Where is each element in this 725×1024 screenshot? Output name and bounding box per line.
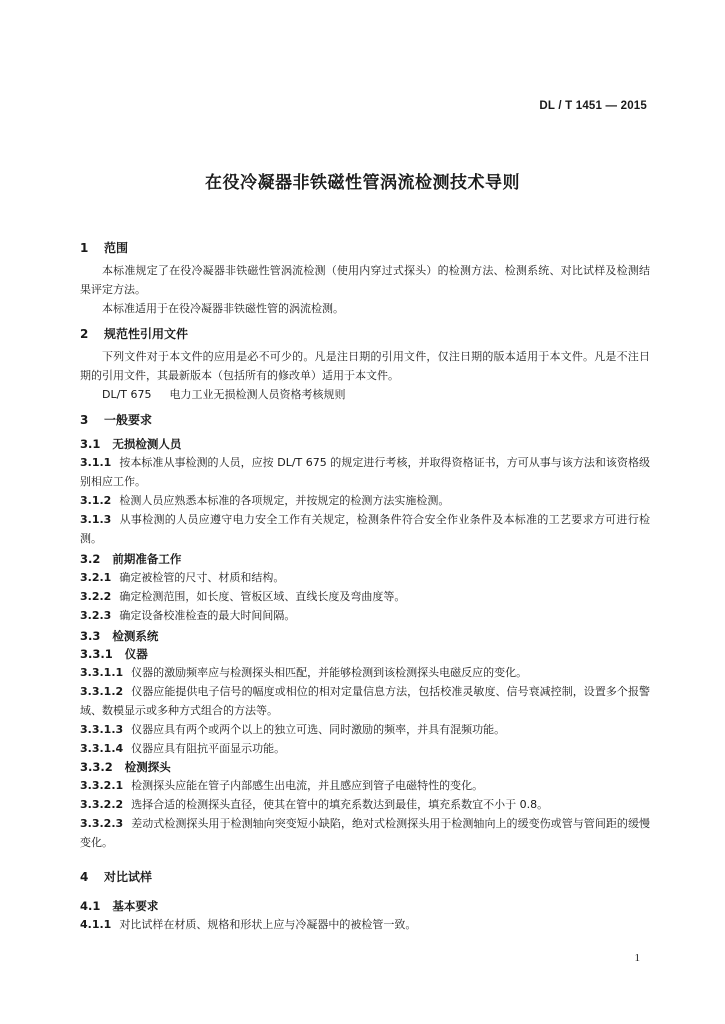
subsubsection-number: 3.3.1 bbox=[80, 647, 113, 661]
subsection-number: 3.3 bbox=[80, 629, 101, 643]
clause-number: 3.3.1.2 bbox=[80, 685, 124, 698]
clause-number: 3.3.2.3 bbox=[80, 817, 124, 830]
clause-number: 3.2.2 bbox=[80, 590, 112, 603]
clause bbox=[80, 682, 650, 720]
reference-code: DL/T 675 bbox=[102, 388, 152, 401]
subsection-title: 基本要求 bbox=[112, 899, 159, 913]
subsection-heading bbox=[80, 435, 650, 453]
subsection-heading bbox=[80, 897, 650, 915]
section-heading-4 bbox=[80, 868, 650, 886]
subsection-heading bbox=[80, 550, 650, 568]
reference-title: 电力工业无损检测人员资格考核规则 bbox=[169, 388, 346, 401]
clause-text: 对比试样在材质、规格和形状上应与冷凝器中的被检管一致。 bbox=[119, 918, 417, 931]
subsubsection-number: 3.3.2 bbox=[80, 760, 113, 774]
document-title: 在役冷凝器非铁磁性管涡流检测技术导则 bbox=[205, 173, 520, 193]
clause-text: 仪器应具有两个或两个以上的独立可选、同时激励的频率，并具有混频功能。 bbox=[131, 723, 506, 736]
subsubsection-heading bbox=[80, 645, 650, 663]
paragraph: 下列文件对于本文件的应用是必不可少的。凡是注日期的引用文件，仅注日期的版本适用于本文件。凡是不注日期的引用文件，其最新版本（包括所有的修改单）适用于本文件。 bbox=[80, 350, 650, 382]
section-heading-3 bbox=[80, 411, 650, 429]
clause-text: 检测探头应能在管子内部感生出电流，并且感应到管子电磁特性的变化。 bbox=[131, 779, 484, 792]
clause-number: 3.3.2.1 bbox=[80, 779, 124, 792]
section-title: 对比试样 bbox=[104, 870, 153, 884]
clause-number: 3.2.3 bbox=[80, 609, 112, 622]
clause-text: 检测人员应熟悉本标准的各项规定，并按规定的检测方法实施检测。 bbox=[119, 494, 450, 507]
clause-text: 从事检测的人员应遵守电力安全工作有关规定，检测条件符合安全作业条件及本标准的工艺要求方可进行检测。 bbox=[80, 513, 650, 545]
section-number: 2 bbox=[80, 327, 89, 341]
clause-number: 3.1.1 bbox=[80, 456, 112, 469]
document-body bbox=[80, 232, 650, 934]
clause-text: 差动式检测探头用于检测轴向突变短小缺陷，绝对式检测探头用于检测轴向上的缓变伤或管与管间距的缓慢变化。 bbox=[80, 817, 650, 849]
section-number: 1 bbox=[80, 241, 89, 255]
clause bbox=[80, 606, 650, 625]
subsection-number: 3.1 bbox=[80, 437, 101, 451]
section-title: 规范性引用文件 bbox=[104, 327, 189, 341]
paragraph: 本标准规定了在役冷凝器非铁磁性管涡流检测（使用内穿过式探头）的检测方法、检测系统、对比试样及检测结果评定方法。 bbox=[80, 264, 650, 296]
subsection-title: 检测系统 bbox=[112, 629, 159, 643]
section-title: 范围 bbox=[104, 241, 129, 255]
clause bbox=[80, 510, 650, 548]
clause-number: 3.3.1.3 bbox=[80, 723, 124, 736]
clause bbox=[80, 491, 650, 510]
clause bbox=[80, 663, 650, 682]
section-heading-1 bbox=[80, 239, 650, 257]
clause-number: 3.3.2.2 bbox=[80, 798, 124, 811]
paragraph: 本标准适用于在役冷凝器非铁磁性管的涡流检测。 bbox=[102, 302, 344, 315]
subsubsection-title: 检测探头 bbox=[124, 760, 171, 774]
subsection-heading bbox=[80, 627, 650, 645]
subsection-number: 4.1 bbox=[80, 899, 101, 913]
page-number: 1 bbox=[634, 952, 640, 964]
normative-reference bbox=[80, 385, 650, 404]
subsection-number: 3.2 bbox=[80, 552, 101, 566]
clause-text: 按本标准从事检测的人员，应按 DL/T 675 的规定进行考核，并取得资格证书，方可从事与该方法和该资格级别相应工作。 bbox=[80, 456, 650, 488]
clause bbox=[80, 795, 650, 814]
subsection-title: 前期准备工作 bbox=[112, 552, 182, 566]
clause-text: 仪器应能提供电子信号的幅度或相位的相对定量信息方法，包括校准灵敏度、信号衰减控制，设置多个报警域、数模显示或多种方式组合的方法等。 bbox=[80, 685, 650, 717]
section-title: 一般要求 bbox=[104, 413, 153, 427]
clause bbox=[80, 587, 650, 606]
section-number: 4 bbox=[80, 870, 89, 884]
subsubsection-heading bbox=[80, 758, 650, 776]
clause-text: 仪器应具有阻抗平面显示功能。 bbox=[131, 742, 286, 755]
clause-text: 仪器的激励频率应与检测探头相匹配，并能够检测到该检测探头电磁反应的变化。 bbox=[131, 666, 528, 679]
clause-number: 3.1.2 bbox=[80, 494, 112, 507]
clause bbox=[80, 720, 650, 739]
clause-text: 选择合适的检测探头直径，使其在管中的填充系数达到最佳，填充系数宜不小于 0.8。 bbox=[131, 798, 549, 811]
clause-number: 4.1.1 bbox=[80, 918, 112, 931]
clause-text: 确定被检管的尺寸、材质和结构。 bbox=[119, 571, 285, 584]
clause bbox=[80, 776, 650, 795]
clause bbox=[80, 453, 650, 491]
subsection-title: 无损检测人员 bbox=[112, 437, 182, 451]
clause-number: 3.2.1 bbox=[80, 571, 112, 584]
clause bbox=[80, 568, 650, 587]
clause bbox=[80, 739, 650, 758]
section-heading-2 bbox=[80, 325, 650, 343]
clause-number: 3.1.3 bbox=[80, 513, 112, 526]
clause-number: 3.3.1.1 bbox=[80, 666, 124, 679]
clause bbox=[80, 915, 650, 934]
section-number: 3 bbox=[80, 413, 89, 427]
clause-text: 确定检测范围，如长度、管板区域、直线长度及弯曲度等。 bbox=[119, 590, 406, 603]
clause-number: 3.3.1.4 bbox=[80, 742, 124, 755]
clause bbox=[80, 814, 650, 852]
clause-text: 确定设备校准检查的最大时间间隔。 bbox=[119, 609, 296, 622]
subsubsection-title: 仪器 bbox=[124, 647, 148, 661]
document-code: DL / T 1451 — 2015 bbox=[539, 100, 647, 112]
